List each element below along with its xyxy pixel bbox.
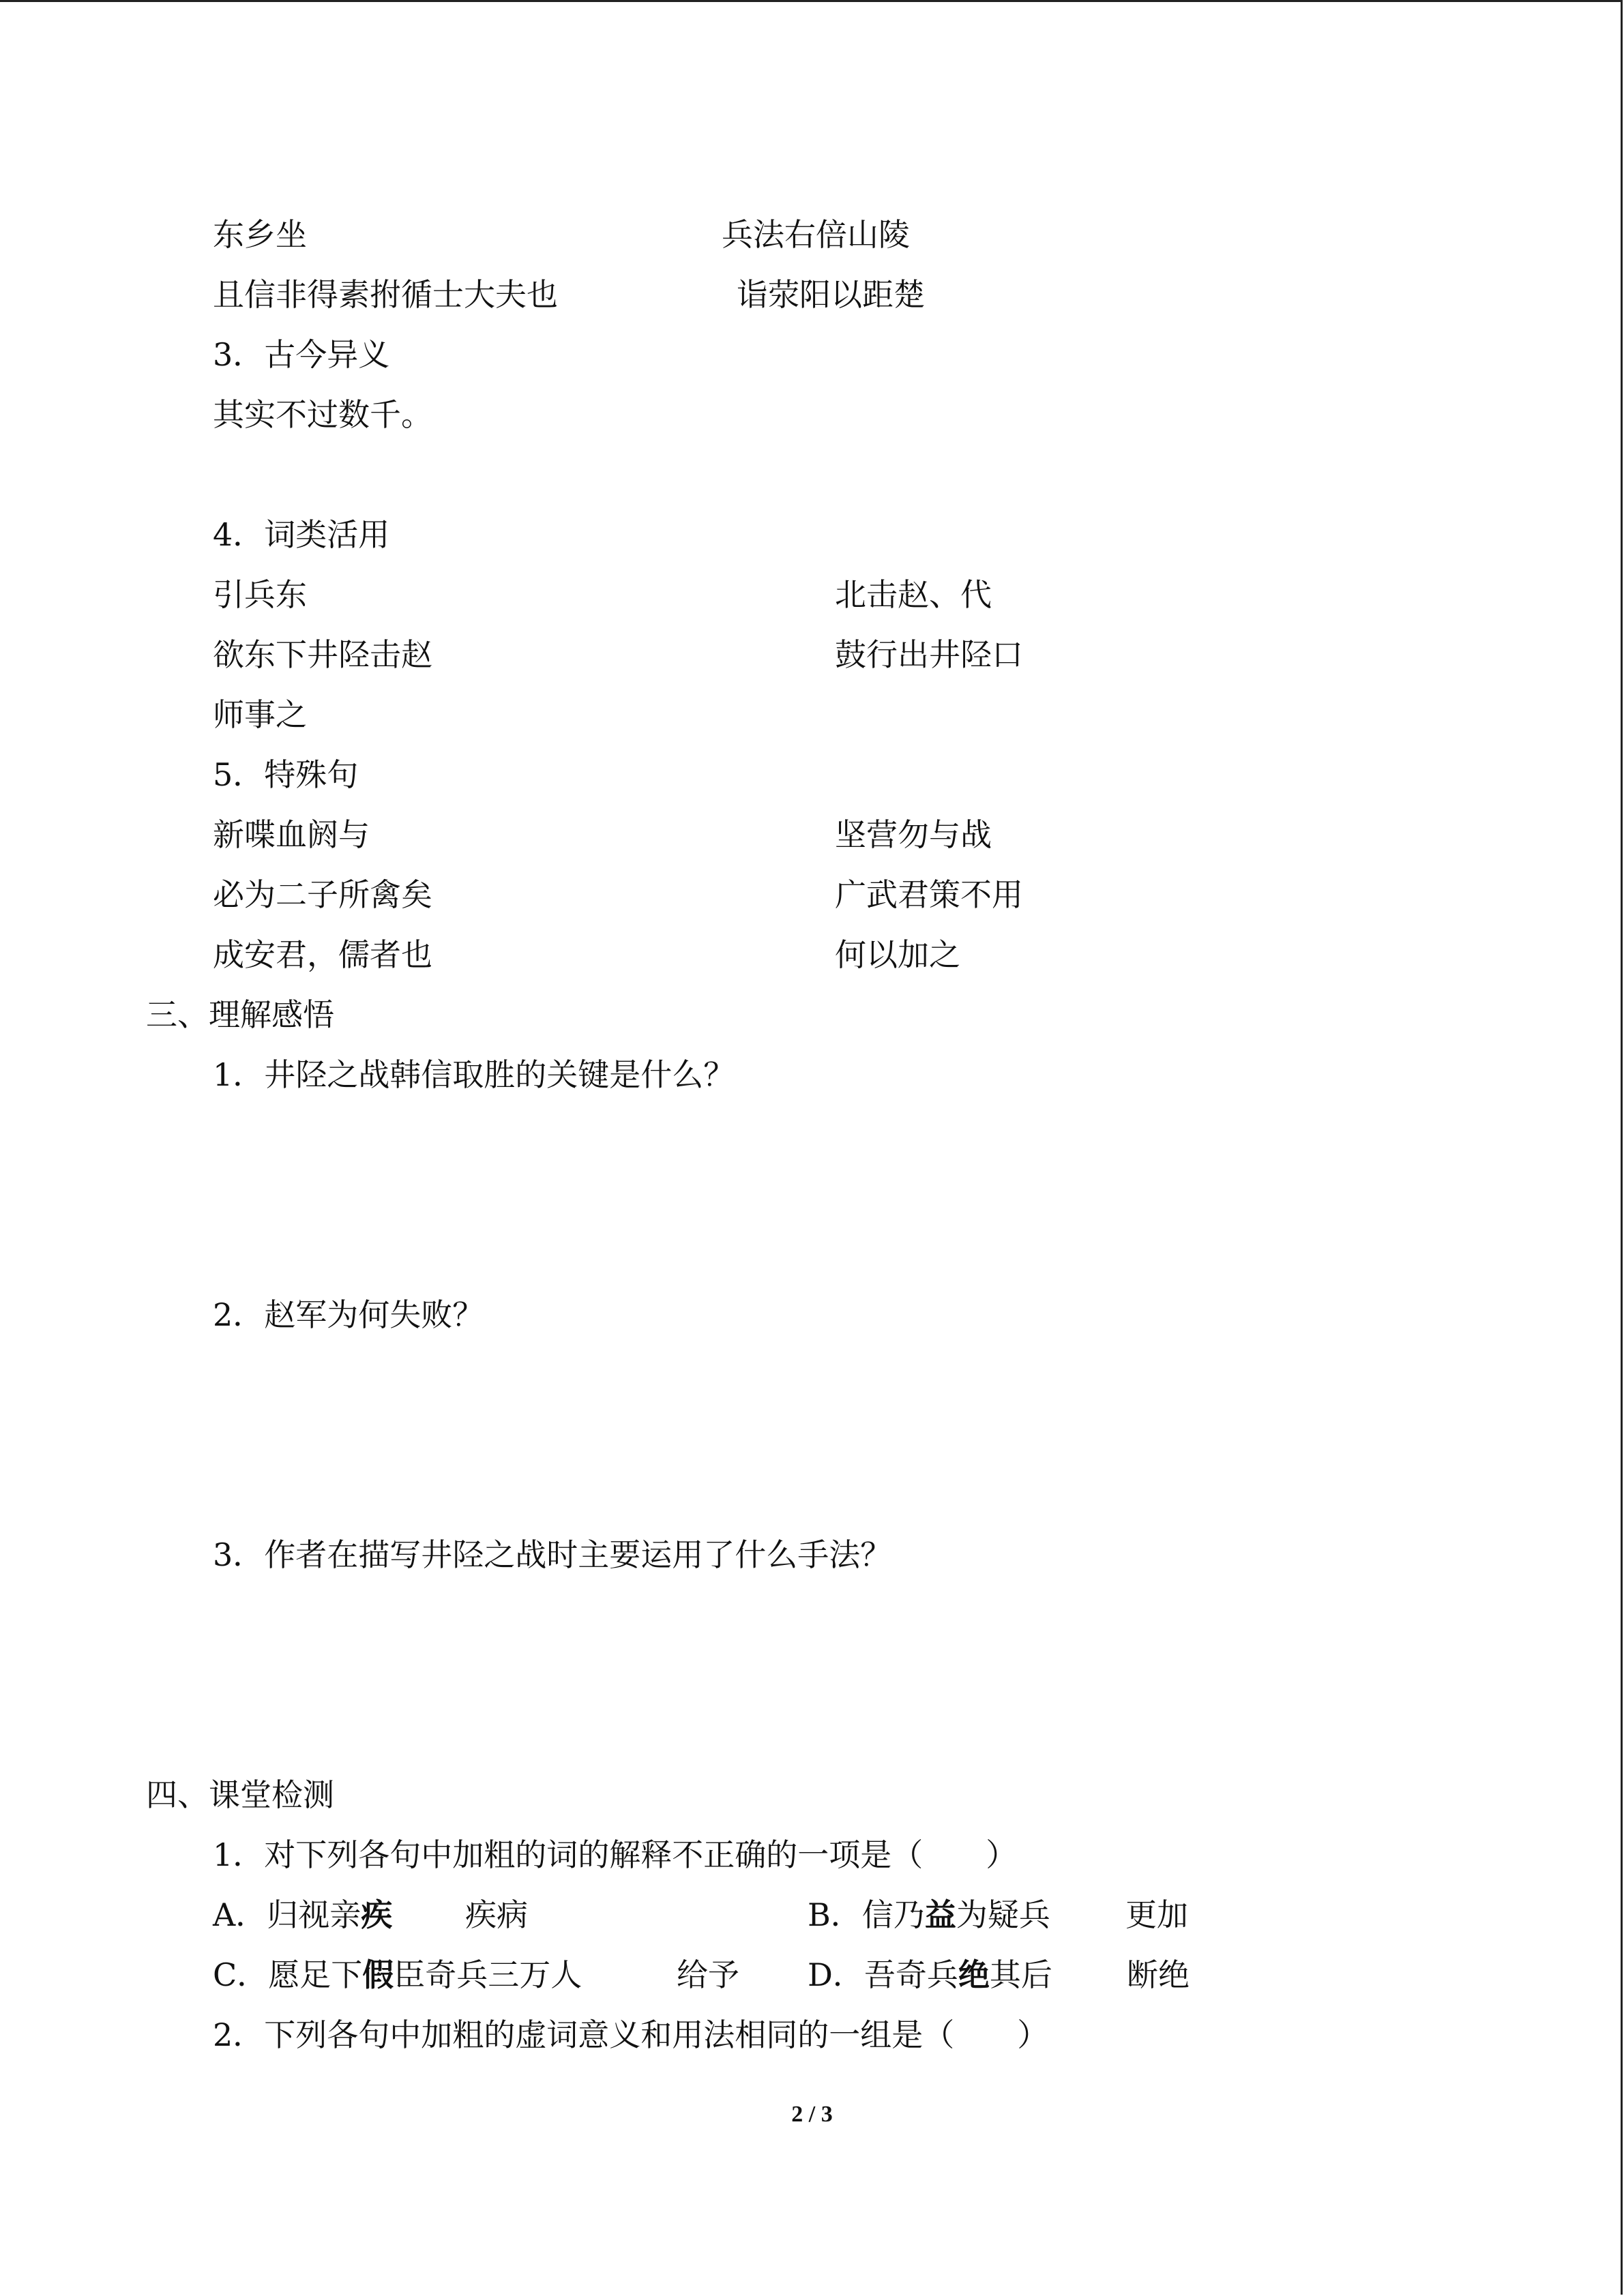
option-gloss: 疾病 — [465, 1896, 528, 1933]
option-text: A．归视亲 — [213, 1896, 361, 1933]
option-a — [213, 1894, 392, 1935]
option-text: 其后 — [989, 1956, 1052, 1993]
section-title: 四、课堂检测 — [146, 1776, 334, 1813]
text-line: 欲东下井陉击赵 — [213, 636, 432, 673]
option-gloss: 断绝 — [1127, 1956, 1190, 1993]
bold-word: 益 — [924, 1896, 956, 1933]
bold-word: 疾 — [361, 1896, 393, 1933]
question-1: 1．井陉之战韩信取胜的关键是什么？ — [213, 1056, 735, 1093]
option-text: B．信乃 — [808, 1896, 925, 1933]
option-text: 臣奇兵三万人 — [394, 1956, 582, 1993]
text-line: 坚营勿与战 — [835, 816, 992, 853]
question-2: 2．赵军为何失败？ — [213, 1296, 484, 1333]
text-line: 其实不过数千。 — [213, 396, 432, 433]
option-text: D．吾奇兵 — [808, 1956, 958, 1993]
text-line: 成安君，儒者也 — [213, 936, 432, 973]
text-line: 广武君策不用 — [835, 876, 1023, 913]
text-line: 师事之 — [213, 696, 307, 733]
section-heading: 3．古今异义 — [213, 336, 390, 373]
text-line: 新喋血阏与 — [213, 816, 370, 853]
option-gloss: 更加 — [1125, 1896, 1188, 1933]
question-2: 2．下列各句中加粗的虚词意义和用法相同的一组是（ ） — [213, 2016, 1049, 2053]
text-line: 诣荥阳以距楚 — [737, 276, 925, 313]
question-3: 3．作者在描写井陉之战时主要运用了什么手法？ — [213, 1536, 892, 1573]
section-title: 三、理解感悟 — [146, 996, 334, 1033]
text-line: 鼓行出井陉口 — [835, 636, 1023, 673]
text-line: 且信非得素拊循士大夫也 — [213, 276, 558, 313]
page-number: 2 / 3 — [791, 2102, 833, 2127]
bold-word: 绝 — [958, 1956, 990, 1993]
text-line: 北击赵、代 — [835, 576, 992, 613]
section-heading: 5．特殊句 — [213, 756, 359, 793]
section-heading: 4．词类活用 — [213, 516, 390, 553]
option-c — [213, 1954, 582, 1995]
text-line: 何以加之 — [835, 936, 960, 973]
text-line: 必为二子所禽矣 — [213, 876, 432, 913]
text-line: 东乡坐 — [213, 216, 307, 253]
bold-word: 假 — [362, 1956, 394, 1993]
option-gloss: 给予 — [677, 1956, 739, 1993]
option-b — [808, 1894, 1050, 1935]
option-text: C．愿足下 — [213, 1956, 363, 1993]
text-line: 引兵东 — [213, 576, 307, 613]
option-text: 为疑兵 — [956, 1896, 1050, 1933]
option-d — [808, 1954, 1052, 1995]
text-line: 兵法右倍山陵 — [722, 216, 910, 253]
question-1: 1．对下列各句中加粗的词的解释不正确的一项是（ ） — [213, 1836, 1018, 1873]
